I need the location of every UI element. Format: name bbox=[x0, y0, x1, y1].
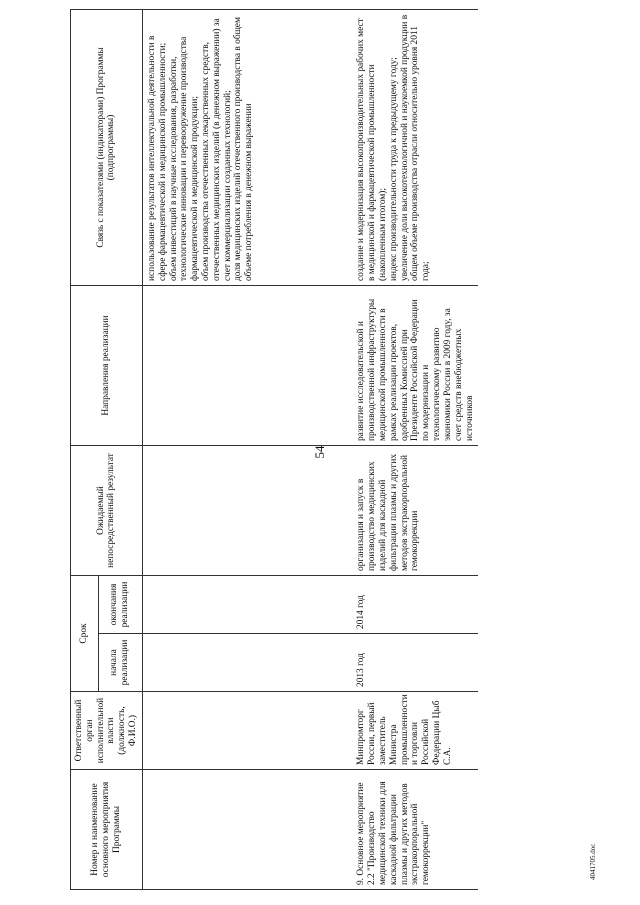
rotated-page-content bbox=[70, 10, 592, 890]
cell-responsible: Минпромторг России, первый заместитель Министра промышленности и торговли Российской Федерации Цыб С.А. bbox=[352, 692, 478, 770]
cell-indicators: создание и модернизация высокопроизводительных рабочих мест в медицинской и фармацевтической промышленности (накопленным итогом); индекс производительности труда к предыдущему году; увеличение доли высокотехнологичной и наукоемкой продукции в общем объеме производства отрасли относительно уровня 2011 года; bbox=[352, 10, 478, 286]
cell-number-name: 9. Основное мероприятие 2.2 "Производство медицинской техники для каскадной фильтрации плазмы и других методов экстракорпоральной гемокоррекции" bbox=[352, 770, 478, 890]
cell-expected: организация и запуск в производство медицинских изделий для каскадной фильтрации плазмы и других методов экстракорпоральной гемокоррекции bbox=[352, 446, 478, 576]
document-code: 4041705.doc bbox=[589, 843, 597, 880]
table-header-row bbox=[71, 10, 99, 890]
table-row bbox=[142, 10, 352, 890]
cell-number-name bbox=[142, 770, 352, 890]
page-number: 54 bbox=[312, 445, 327, 459]
cell-end: 2014 год bbox=[352, 576, 478, 634]
header-number-name: Номер и наименование основного мероприятия Программы bbox=[71, 770, 143, 890]
cell-expected bbox=[142, 446, 352, 576]
header-expected-result: Ожидаемый непосредственный результат bbox=[71, 446, 143, 576]
program-measures-table bbox=[70, 9, 478, 890]
cell-end bbox=[142, 576, 352, 634]
header-start: начала реализации bbox=[98, 634, 142, 692]
header-indicators: Связь с показателями (индикаторами) Программы (подпрограммы) bbox=[71, 10, 143, 286]
cell-directions: развитие исследовательской и производственной инфраструктуры медицинской промышленности в рамках реализации проектов, одобренных Комиссией при Президенте Российской Федерации по модернизации и технологическому развитию экономики России в 2009 году, за счет средств внебюджетных источников bbox=[352, 286, 478, 446]
header-responsible: Ответственный орган исполнительной власти (должность, Ф.И.О.) bbox=[71, 692, 143, 770]
header-term: Срок bbox=[71, 576, 99, 692]
cell-directions bbox=[142, 286, 352, 446]
cell-responsible bbox=[142, 692, 352, 770]
table-row bbox=[352, 10, 478, 890]
cell-start: 2013 год bbox=[352, 634, 478, 692]
cell-start bbox=[142, 634, 352, 692]
header-directions: Направления реализации bbox=[71, 286, 143, 446]
cell-indicators: использование результатов интеллектуальной деятельности в сфере фармацевтической и медицинской промышленности; объем инвестиций в научные исследования, разработки, технологические инновации и перевооружение производства фармацевтической и медицинской продукции; объем производства отечественных лекарственных средств, отечественных медицинских изделий (в денежном выражении) за счет коммерциализации созданных технологий; доля медицинских изделий отечественного производства в общем объеме потребления в денежном выражении bbox=[142, 10, 352, 286]
header-end: окончания реализации bbox=[98, 576, 142, 634]
